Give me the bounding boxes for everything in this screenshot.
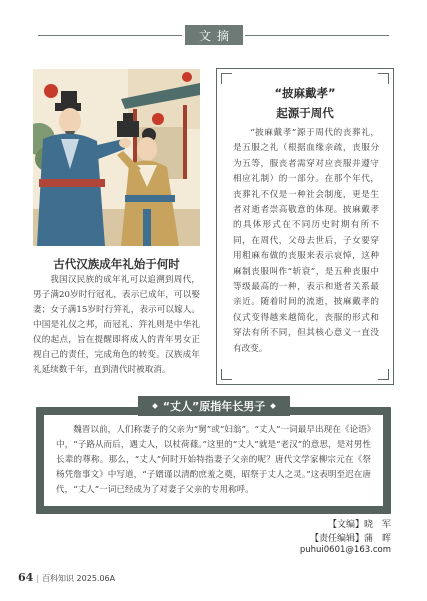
section-label-text: 文摘 [198, 28, 235, 43]
illustration-image [33, 69, 200, 246]
author-credit: 【文编】晓 军 [327, 520, 391, 530]
diamond-ornament-icon [152, 403, 158, 409]
right-article-box [216, 68, 394, 385]
bottom-article-body: 魏晋以前，人们称妻子的父亲为“舅”或“妇翁”。“丈人”一词最早出现在《论语》中，“子路从而后，遇丈人，以杖荷蓧。”这里的“丈人”就是“老汉”的意思，是对男性长辈的尊称。那么，“丈人”何时开始特指妻子父亲的呢？唐代文学家柳宗元在《祭杨凭詹事文》中写道，“子婿谨以清酌庶羞之奠，昭祭于丈人之灵。”这表明至迟在唐代，“丈人”一词已经成为了对妻子父亲的专用称呼。 [56, 425, 371, 495]
bottom-article-title-banner [138, 396, 290, 416]
bottom-article-box [36, 407, 391, 514]
corner-ornament [378, 73, 389, 84]
editor-email: puhui0601@163.com [299, 545, 391, 555]
left-article-title: 古代汉族成年礼始于何时 [53, 257, 180, 271]
right-article-title-line1: “披麻戴孝” [274, 86, 336, 100]
right-article-body: “披麻戴孝”源于周代的丧葬礼，是五服之礼（根据血缘亲疏，丧服分为五等，服丧者需穿对应丧服并遵守相应礼制）的一部分。在那个年代，丧葬礼不仅是一种社会制度，更是生者对逝者崇高敬意的体现。披麻戴孝的具体形式在不同历史时期有所不同，在周代，父母去世后，子女要穿用粗麻布做的丧服来表示哀悼，这种麻制丧服叫作“斩衰”，是五种丧服中等级最高的一种，表示和逝者关系最亲近。随着时间的流逝，披麻戴孝的仪式变得越来越简化，丧服的形式和穿法有所不同，但其核心意义一直没有改变。 [233, 128, 379, 354]
diamond-ornament-icon [270, 403, 276, 409]
corner-ornament [221, 73, 232, 84]
page-number: 64 [18, 571, 34, 584]
bottom-article-inner [44, 415, 383, 506]
header-rule-right [245, 35, 389, 36]
magazine-issue: 百科知识 2025.06A [42, 574, 116, 583]
corner-ornament [378, 369, 389, 380]
left-article-body: 我国汉民族的成年礼可以追溯到周代，男子满20岁时行冠礼，表示已成年，可以娶妻；女子满15岁时行笄礼，表示可以嫁人。中国是礼仪之邦，而冠礼、笄礼则是中华礼仪的起点，旨在提醒即将成人的青年男女正视自己的责任，完成角色的转变。汉族成年礼延续数千年，直到清代时被取消。 [33, 275, 200, 375]
section-label [185, 25, 243, 45]
right-article-title-line2: 起源于周代 [276, 106, 334, 120]
page-footer [18, 571, 115, 584]
corner-ornament [221, 369, 232, 380]
footer-separator: | [36, 574, 40, 583]
bottom-article-title: “丈人”原指年长男子 [162, 400, 266, 413]
coming-of-age-illustration [33, 69, 200, 246]
editor-credit: 【责任编辑】蒲 晖 [309, 534, 391, 544]
header-rule-left [38, 35, 182, 36]
